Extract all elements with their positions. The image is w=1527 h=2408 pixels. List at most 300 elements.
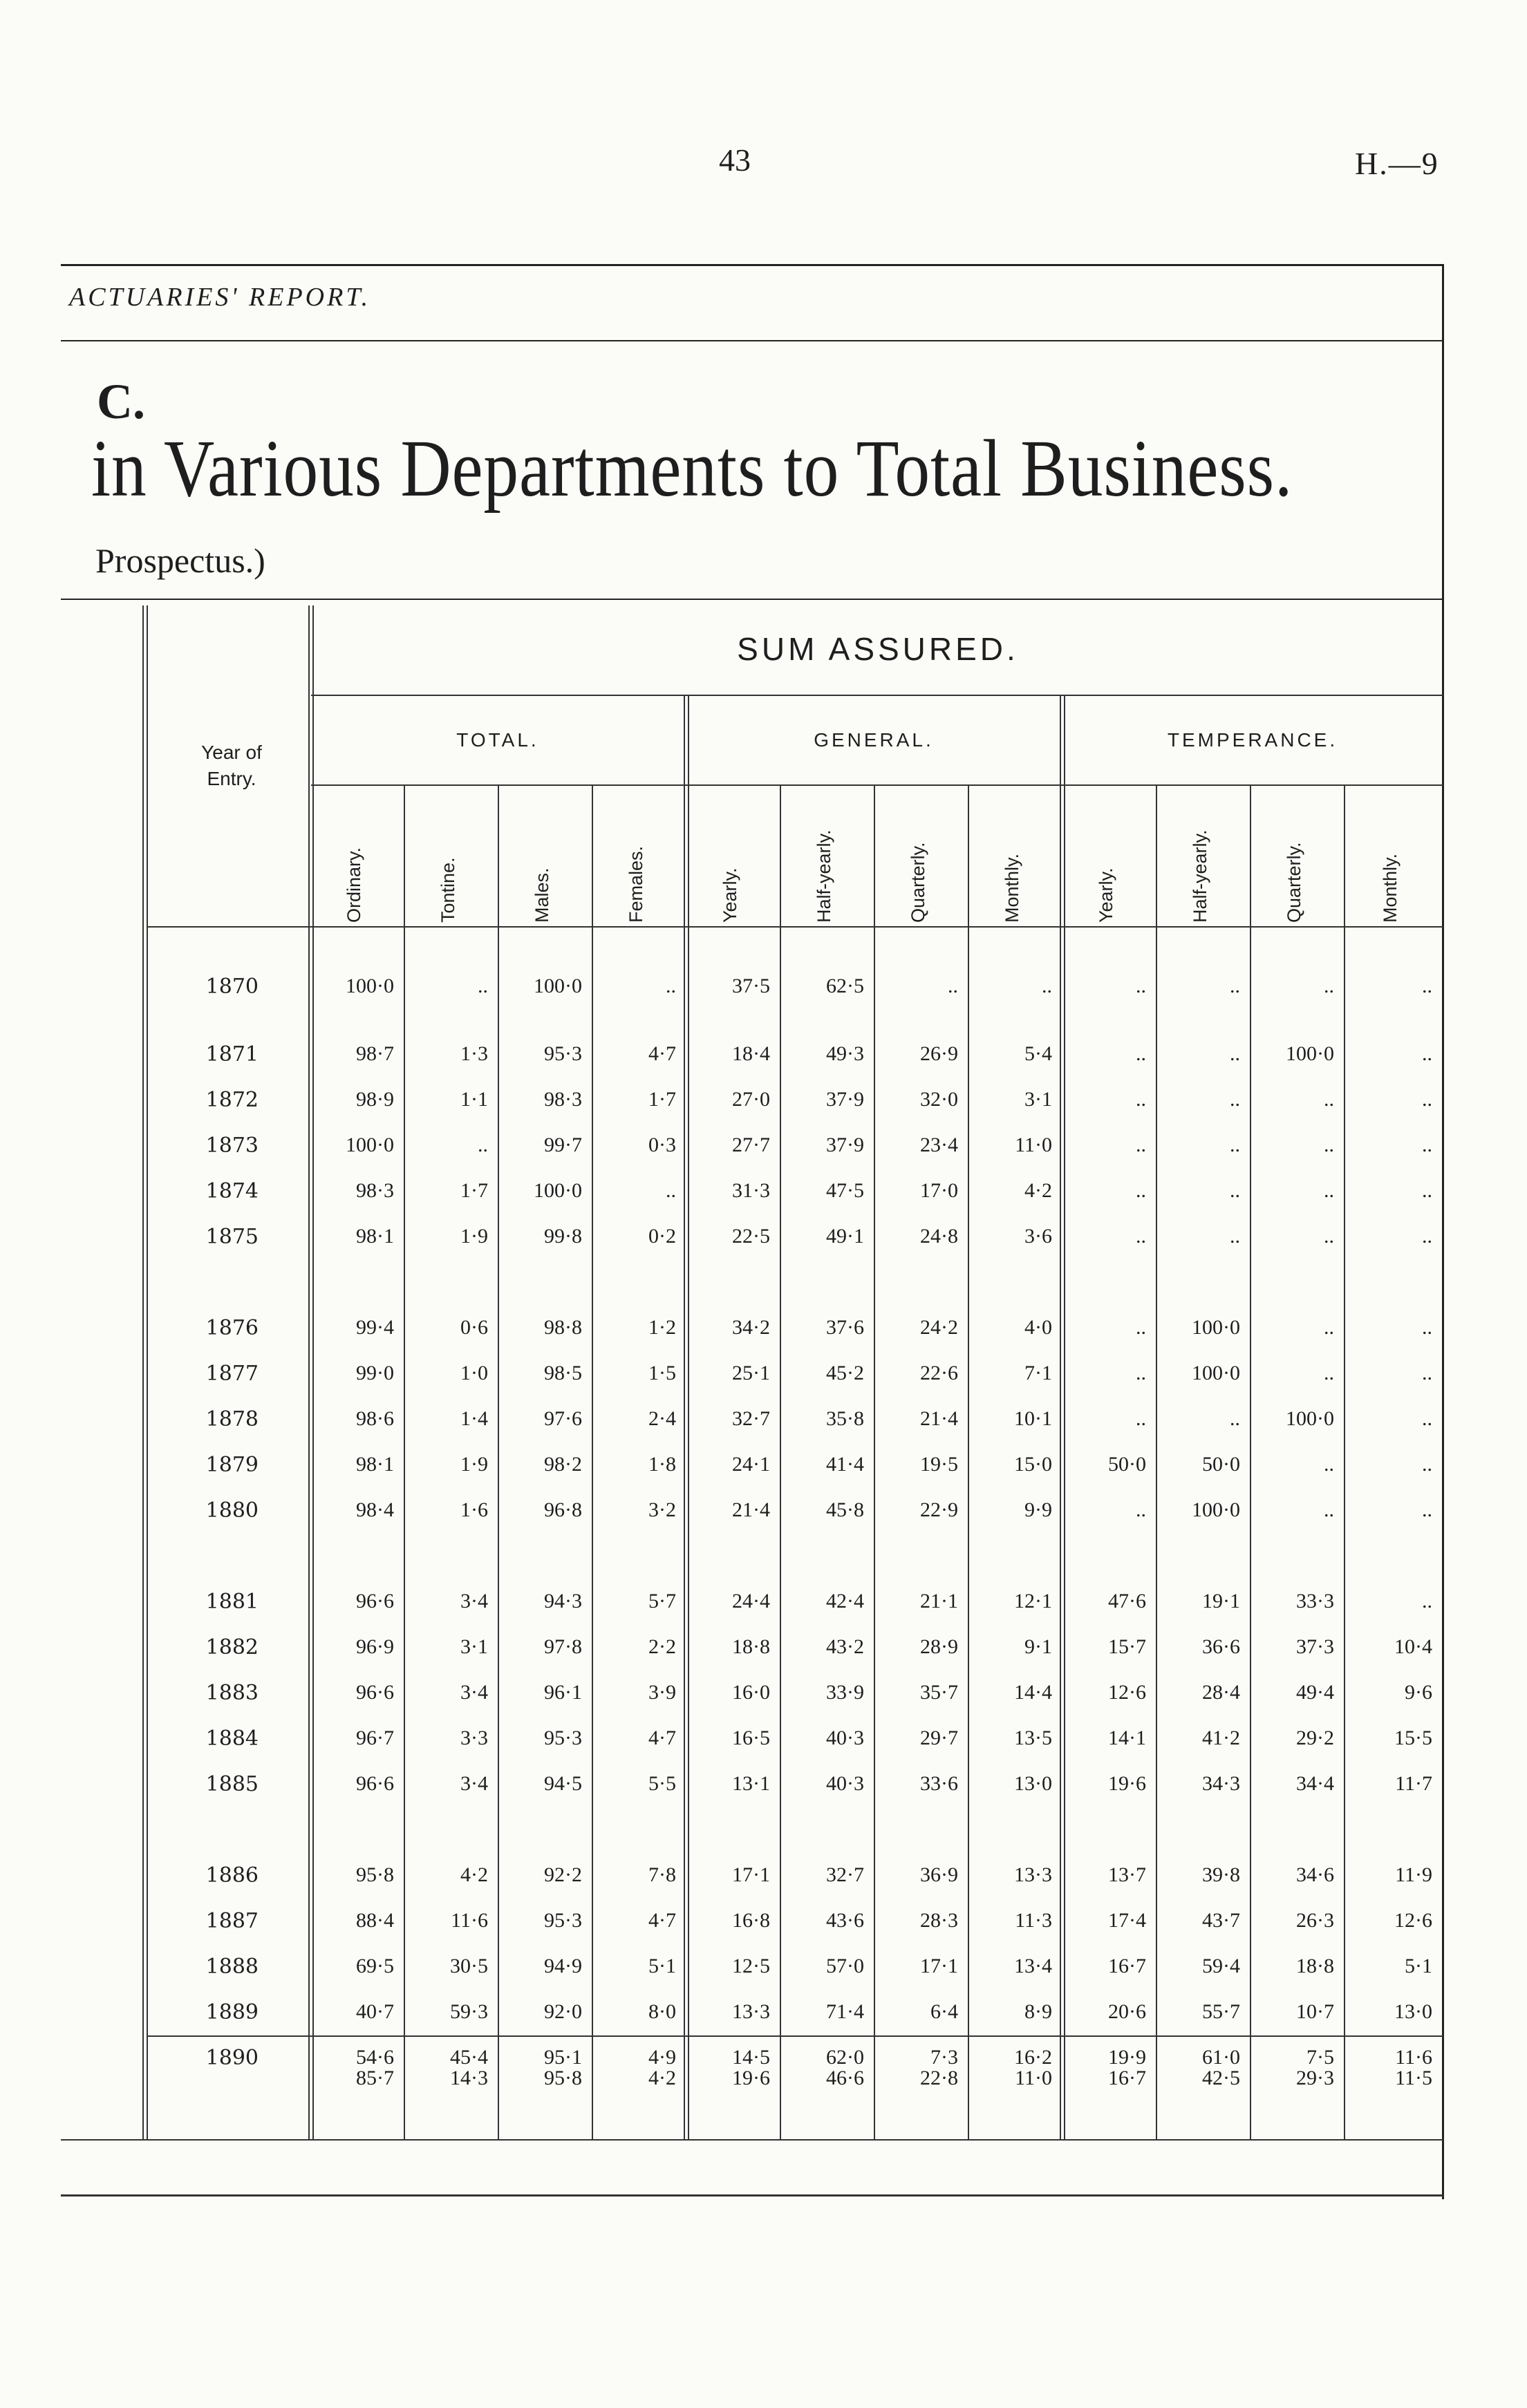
table-cell: 94·9 bbox=[544, 1955, 582, 1977]
table-cell: 98·7 bbox=[356, 1042, 394, 1065]
table-cell: 37·9 bbox=[826, 1134, 864, 1156]
table-cell: 1·9 bbox=[460, 1453, 488, 1476]
table-cell: 100·0 bbox=[346, 975, 394, 997]
table-cell: 98·1 bbox=[356, 1453, 394, 1476]
table-cell: 21·4 bbox=[732, 1498, 770, 1521]
table-cell: 12·1 bbox=[1014, 1590, 1052, 1612]
table-cell: 43·2 bbox=[826, 1635, 864, 1658]
table-cell: .. bbox=[1422, 1316, 1432, 1339]
table-cell: 15·5 bbox=[1394, 1727, 1432, 1749]
year-cell: 1878 bbox=[205, 1407, 259, 1431]
table-cell: 95·3 bbox=[544, 1042, 582, 1065]
table-cell: 33·6 bbox=[920, 1772, 958, 1795]
table-cell: 4·2 bbox=[1024, 1179, 1052, 1202]
table-cell: 3·4 bbox=[460, 1681, 488, 1704]
column-header-label: Half-yearly. bbox=[814, 829, 834, 923]
table-cell: 13·0 bbox=[1014, 1772, 1052, 1795]
table-cell: .. bbox=[1324, 1362, 1334, 1384]
table-cell: .. bbox=[1324, 1088, 1334, 1111]
table-cell: 18·8 bbox=[732, 1635, 770, 1658]
table-cell: 49·1 bbox=[826, 1225, 864, 1248]
table-cell: 99·8 bbox=[544, 1225, 582, 1248]
year-cell: 1887 bbox=[205, 1909, 259, 1933]
table-cell: .. bbox=[478, 1134, 488, 1156]
table-cell: 13·1 bbox=[732, 1772, 770, 1795]
table-cell: 96·9 bbox=[356, 1635, 394, 1658]
table-cell: 11·3 bbox=[1015, 1909, 1052, 1932]
table-cell: 45·8 bbox=[826, 1498, 864, 1521]
table-cell: 3·4 bbox=[460, 1590, 488, 1612]
total-cell: 11·0 bbox=[1015, 2067, 1052, 2089]
year-cell: 1888 bbox=[205, 1955, 259, 1979]
table-cell: 11·7 bbox=[1395, 1772, 1432, 1795]
year-cell: 1875 bbox=[205, 1225, 259, 1249]
table-cell: .. bbox=[1324, 1453, 1334, 1476]
table-cell: 21·4 bbox=[920, 1407, 958, 1430]
table-cell: .. bbox=[1324, 1134, 1334, 1156]
table-cell: 98·1 bbox=[356, 1225, 394, 1248]
column-header bbox=[430, 791, 471, 923]
column-rule bbox=[780, 784, 781, 2139]
column-header bbox=[900, 791, 942, 923]
table-cell: 7·8 bbox=[648, 1863, 676, 1886]
table-cell: 27·0 bbox=[732, 1088, 770, 1111]
table-cell: 99·7 bbox=[544, 1134, 582, 1156]
table-cell: 32·7 bbox=[826, 1863, 864, 1886]
table-cell: 1·4 bbox=[460, 1407, 488, 1430]
table-cell: 45·2 bbox=[826, 1362, 864, 1384]
table-cell: 4·7 bbox=[648, 1042, 676, 1065]
table-cell: 96·6 bbox=[356, 1590, 394, 1612]
table-cell: 88·4 bbox=[356, 1909, 394, 1932]
column-rule bbox=[312, 605, 314, 2139]
table-cell: 36·9 bbox=[920, 1863, 958, 1886]
table-cell: 23·4 bbox=[920, 1134, 958, 1156]
table-cell: 13·4 bbox=[1014, 1955, 1052, 1977]
table-cell: 96·8 bbox=[544, 1498, 582, 1521]
table-cell: .. bbox=[1136, 975, 1146, 997]
table-cell: 29·7 bbox=[920, 1727, 958, 1749]
group-header-total: TOTAL. bbox=[456, 729, 539, 751]
table-cell: 32·7 bbox=[732, 1407, 770, 1430]
table-cell: 7·3 bbox=[930, 2046, 958, 2069]
table-cell: 24·8 bbox=[920, 1225, 958, 1248]
table-cell: 42·4 bbox=[826, 1590, 864, 1612]
table-cell: 22·9 bbox=[920, 1498, 958, 1521]
table-cell: 37·3 bbox=[1296, 1635, 1334, 1658]
table-cell: .. bbox=[1136, 1362, 1146, 1384]
table-cell: 13·3 bbox=[732, 2000, 770, 2023]
year-cell: 1870 bbox=[205, 975, 259, 999]
table-letter: C. bbox=[97, 374, 145, 429]
table-cell: 94·3 bbox=[544, 1590, 582, 1612]
table-cell: 13·3 bbox=[1014, 1863, 1052, 1886]
table-cell: 1·9 bbox=[460, 1225, 488, 1248]
column-header-label: Tontine. bbox=[438, 857, 458, 923]
column-header bbox=[1372, 791, 1414, 923]
column-header-label: Males. bbox=[532, 867, 552, 923]
table-cell: 19·6 bbox=[1108, 1772, 1146, 1795]
table-cell: .. bbox=[1136, 1088, 1146, 1111]
column-header-label: Yearly. bbox=[720, 867, 740, 923]
table-cell: .. bbox=[1136, 1042, 1146, 1065]
table-cell: 99·4 bbox=[356, 1316, 394, 1339]
year-cell: 1882 bbox=[205, 1635, 259, 1659]
table-cell: 5·5 bbox=[648, 1772, 676, 1795]
table-cell: 40·3 bbox=[826, 1772, 864, 1795]
column-rule bbox=[142, 605, 144, 2139]
rule bbox=[61, 599, 1443, 600]
table-cell: 37·9 bbox=[826, 1088, 864, 1111]
table-cell: 7·5 bbox=[1306, 2046, 1334, 2069]
table-cell: 47·5 bbox=[826, 1179, 864, 1202]
table-cell: 98·2 bbox=[544, 1453, 582, 1476]
table-cell: 13·0 bbox=[1394, 2000, 1432, 2023]
column-rule bbox=[1064, 695, 1065, 2139]
table-cell: 3·9 bbox=[648, 1681, 676, 1704]
column-rule bbox=[684, 695, 685, 2139]
table-cell: 50·0 bbox=[1202, 1453, 1240, 1476]
table-cell: 18·8 bbox=[1296, 1955, 1334, 1977]
table-cell: .. bbox=[1230, 1407, 1240, 1430]
table-cell: .. bbox=[948, 975, 958, 997]
table-cell: .. bbox=[1230, 1179, 1240, 1202]
table-cell: 41·4 bbox=[826, 1453, 864, 1476]
table-cell: 49·4 bbox=[1296, 1681, 1334, 1704]
table-cell: 26·3 bbox=[1296, 1909, 1334, 1932]
table-cell: 15·7 bbox=[1108, 1635, 1146, 1658]
table-cell: 4·7 bbox=[648, 1727, 676, 1749]
table-cell: 55·7 bbox=[1202, 2000, 1240, 2023]
table-cell: 27·7 bbox=[732, 1134, 770, 1156]
table-cell: 11·9 bbox=[1395, 1863, 1432, 1886]
table-cell: 3·2 bbox=[648, 1498, 676, 1521]
table-cell: .. bbox=[1422, 1088, 1432, 1111]
table-cell: 14·1 bbox=[1108, 1727, 1146, 1749]
table-cell: 43·6 bbox=[826, 1909, 864, 1932]
table-cell: .. bbox=[1422, 1453, 1432, 1476]
table-cell: 21·1 bbox=[920, 1590, 958, 1612]
table-cell: 36·6 bbox=[1202, 1635, 1240, 1658]
table-cell: 5·1 bbox=[1405, 1955, 1432, 1977]
table-cell: 3·1 bbox=[460, 1635, 488, 1658]
table-cell: 40·7 bbox=[356, 2000, 394, 2023]
column-header-label: Monthly. bbox=[1380, 853, 1400, 923]
table-cell: 4·7 bbox=[648, 1909, 676, 1932]
column-header bbox=[712, 791, 753, 923]
table-cell: 1·8 bbox=[648, 1453, 676, 1476]
right-rule bbox=[1442, 264, 1444, 2199]
year-cell: 1890 bbox=[205, 2046, 259, 2070]
table-cell: .. bbox=[1324, 1498, 1334, 1521]
column-header-label: Yearly. bbox=[1096, 867, 1116, 923]
table-cell: 15·0 bbox=[1014, 1453, 1052, 1476]
table-cell: 5·1 bbox=[648, 1955, 676, 1977]
year-cell: 1885 bbox=[205, 1772, 259, 1796]
table-cell: 100·0 bbox=[534, 975, 582, 997]
total-cell: 95·8 bbox=[544, 2067, 582, 2089]
table-cell: 98·3 bbox=[544, 1088, 582, 1111]
table-cell: 1·2 bbox=[648, 1316, 676, 1339]
table-cell: .. bbox=[1136, 1179, 1146, 1202]
table-cell: 100·0 bbox=[534, 1179, 582, 1202]
table-cell: 41·2 bbox=[1202, 1727, 1240, 1749]
table-cell: 43·7 bbox=[1202, 1909, 1240, 1932]
table-cell: 2·4 bbox=[648, 1407, 676, 1430]
table-cell: 96·6 bbox=[356, 1772, 394, 1795]
table-cell: .. bbox=[1422, 1590, 1432, 1612]
column-header bbox=[1088, 791, 1130, 923]
row-rule bbox=[311, 695, 1443, 696]
column-header-label: Quarterly. bbox=[1284, 842, 1304, 923]
table-cell: 97·6 bbox=[544, 1407, 582, 1430]
table-cell: 11·6 bbox=[1395, 2046, 1432, 2069]
table-cell: 16·5 bbox=[732, 1727, 770, 1749]
rule bbox=[61, 340, 1443, 341]
table-cell: 100·0 bbox=[346, 1134, 394, 1156]
table-cell: 30·5 bbox=[450, 1955, 488, 1977]
table-cell: 8·9 bbox=[1024, 2000, 1052, 2023]
table-cell: 54·6 bbox=[356, 2046, 394, 2069]
table-cell: 24·4 bbox=[732, 1590, 770, 1612]
year-cell: 1871 bbox=[205, 1042, 259, 1066]
table-cell: 45·4 bbox=[450, 2046, 488, 2069]
row-rule bbox=[147, 926, 1443, 928]
page-number: 43 bbox=[719, 142, 751, 178]
table-cell: .. bbox=[1136, 1134, 1146, 1156]
table-cell: 33·3 bbox=[1296, 1590, 1334, 1612]
year-cell: 1872 bbox=[205, 1088, 259, 1112]
column-header bbox=[1276, 791, 1318, 923]
column-header bbox=[618, 791, 659, 923]
table-cell: 98·4 bbox=[356, 1498, 394, 1521]
table-cell: 17·1 bbox=[920, 1955, 958, 1977]
table-cell: .. bbox=[1422, 1498, 1432, 1521]
table-cell: 1·7 bbox=[460, 1179, 488, 1202]
table-cell: 95·8 bbox=[356, 1863, 394, 1886]
total-cell: 29·3 bbox=[1296, 2067, 1334, 2089]
table-cell: .. bbox=[1136, 1407, 1146, 1430]
year-cell: 1876 bbox=[205, 1316, 259, 1340]
table-cell: 98·8 bbox=[544, 1316, 582, 1339]
table-cell: 37·5 bbox=[732, 975, 770, 997]
table-cell: 35·8 bbox=[826, 1407, 864, 1430]
table-cell: 99·0 bbox=[356, 1362, 394, 1384]
table-cell: 9·6 bbox=[1405, 1681, 1432, 1704]
table-cell: 96·6 bbox=[356, 1681, 394, 1704]
column-rule bbox=[1344, 784, 1345, 2139]
top-rule bbox=[61, 264, 1443, 266]
row-rule bbox=[147, 2035, 1443, 2037]
year-cell: 1874 bbox=[205, 1179, 259, 1203]
column-rule bbox=[1156, 784, 1157, 2139]
total-cell: 14·3 bbox=[450, 2067, 488, 2089]
table-cell: .. bbox=[1230, 1225, 1240, 1248]
table-cell: 100·0 bbox=[1286, 1407, 1334, 1430]
year-of-entry-header bbox=[152, 740, 311, 792]
table-cell: .. bbox=[1324, 1225, 1334, 1248]
table-cell: 19·1 bbox=[1202, 1590, 1240, 1612]
table-cell: 61·0 bbox=[1202, 2046, 1240, 2069]
column-header bbox=[524, 791, 565, 923]
year-cell: 1881 bbox=[205, 1590, 259, 1614]
table-cell: 28·4 bbox=[1202, 1681, 1240, 1704]
table-cell: 4·0 bbox=[1024, 1316, 1052, 1339]
table-cell: 33·9 bbox=[826, 1681, 864, 1704]
table-cell: 95·1 bbox=[544, 2046, 582, 2069]
table-cell: 9·1 bbox=[1024, 1635, 1052, 1658]
row-rule bbox=[311, 784, 1443, 786]
year-of-entry-line: Year of bbox=[201, 742, 262, 763]
column-rule bbox=[404, 784, 405, 2139]
table-cell: 71·4 bbox=[826, 2000, 864, 2023]
table-cell: 12·6 bbox=[1108, 1681, 1146, 1704]
subtitle: Prospectus.) bbox=[95, 541, 265, 580]
table-cell: .. bbox=[1230, 1042, 1240, 1065]
total-cell: 85·7 bbox=[356, 2067, 394, 2089]
table-cell: .. bbox=[1136, 1225, 1146, 1248]
table-cell: 5·4 bbox=[1024, 1042, 1052, 1065]
table-cell: .. bbox=[1422, 1179, 1432, 1202]
table-cell: 1·1 bbox=[460, 1088, 488, 1111]
column-header bbox=[1182, 791, 1224, 923]
table-cell: 13·5 bbox=[1014, 1727, 1052, 1749]
column-header bbox=[336, 791, 377, 923]
total-cell: 19·6 bbox=[732, 2067, 770, 2089]
table-cell: 32·0 bbox=[920, 1088, 958, 1111]
table-cell: 29·2 bbox=[1296, 1727, 1334, 1749]
table-cell: 13·7 bbox=[1108, 1863, 1146, 1886]
table-cell: 35·7 bbox=[920, 1681, 958, 1704]
column-header bbox=[806, 791, 847, 923]
table-cell: 14·5 bbox=[732, 2046, 770, 2069]
table-cell: .. bbox=[666, 1179, 676, 1202]
table-cell: 57·0 bbox=[826, 1955, 864, 1977]
group-header-temperance: TEMPERANCE. bbox=[1167, 729, 1338, 751]
table-cell: 47·6 bbox=[1108, 1590, 1146, 1612]
column-rule bbox=[1060, 695, 1061, 2139]
table-cell: 49·3 bbox=[826, 1042, 864, 1065]
row-rule bbox=[61, 2194, 1443, 2197]
table-cell: .. bbox=[1324, 975, 1334, 997]
year-cell: 1873 bbox=[205, 1134, 259, 1158]
table-cell: 100·0 bbox=[1192, 1316, 1240, 1339]
table-cell: 96·1 bbox=[544, 1681, 582, 1704]
table-cell: 1·7 bbox=[648, 1088, 676, 1111]
year-cell: 1877 bbox=[205, 1362, 259, 1386]
total-cell: 22·8 bbox=[920, 2067, 958, 2089]
year-cell: 1880 bbox=[205, 1498, 259, 1523]
column-rule bbox=[874, 784, 875, 2139]
table-cell: 2·2 bbox=[648, 1635, 676, 1658]
table-cell: .. bbox=[1324, 1179, 1334, 1202]
table-cell: 24·1 bbox=[732, 1453, 770, 1476]
table-cell: 18·4 bbox=[732, 1042, 770, 1065]
table-cell: .. bbox=[478, 975, 488, 997]
table-cell: 97·8 bbox=[544, 1635, 582, 1658]
table-cell: 22·5 bbox=[732, 1225, 770, 1248]
table-cell: 11·6 bbox=[451, 1909, 488, 1932]
table-cell: 20·6 bbox=[1108, 2000, 1146, 2023]
table-cell: 19·9 bbox=[1108, 2046, 1146, 2069]
table-cell: 1·5 bbox=[648, 1362, 676, 1384]
table-cell: .. bbox=[1324, 1316, 1334, 1339]
table-cell: 3·4 bbox=[460, 1772, 488, 1795]
table-cell: 0·2 bbox=[648, 1225, 676, 1248]
table-cell: 1·6 bbox=[460, 1498, 488, 1521]
table-cell: 100·0 bbox=[1192, 1362, 1240, 1384]
column-rule bbox=[147, 605, 148, 2139]
table-cell: 4·2 bbox=[460, 1863, 488, 1886]
column-header-label: Monthly. bbox=[1002, 853, 1022, 923]
table-cell: 92·2 bbox=[544, 1863, 582, 1886]
table-cell: 16·7 bbox=[1108, 1955, 1146, 1977]
table-cell: 34·6 bbox=[1296, 1863, 1334, 1886]
table-cell: 10·4 bbox=[1394, 1635, 1432, 1658]
table-cell: 3·6 bbox=[1024, 1225, 1052, 1248]
table-cell: .. bbox=[1136, 1316, 1146, 1339]
table-cell: 92·0 bbox=[544, 2000, 582, 2023]
table-cell: .. bbox=[1042, 975, 1052, 997]
table-cell: 100·0 bbox=[1192, 1498, 1240, 1521]
total-cell: 11·5 bbox=[1395, 2067, 1432, 2089]
sum-assured-header: SUM ASSURED. bbox=[737, 631, 1019, 667]
table-cell: 50·0 bbox=[1108, 1453, 1146, 1476]
column-header-label: Half-yearly. bbox=[1190, 829, 1210, 923]
table-cell: 37·6 bbox=[826, 1316, 864, 1339]
table-cell: 10·7 bbox=[1296, 2000, 1334, 2023]
table-cell: 12·6 bbox=[1394, 1909, 1432, 1932]
table-cell: .. bbox=[1230, 1088, 1240, 1111]
table-cell: 98·3 bbox=[356, 1179, 394, 1202]
table-cell: 31·3 bbox=[732, 1179, 770, 1202]
row-rule bbox=[61, 2139, 1443, 2141]
year-cell: 1886 bbox=[205, 1863, 259, 1888]
table-cell: 28·9 bbox=[920, 1635, 958, 1658]
table-cell: 62·0 bbox=[826, 2046, 864, 2069]
table-cell: .. bbox=[1422, 1042, 1432, 1065]
table-cell: 25·1 bbox=[732, 1362, 770, 1384]
table-cell: 59·3 bbox=[450, 2000, 488, 2023]
table-cell: 16·0 bbox=[732, 1681, 770, 1704]
table-cell: .. bbox=[1422, 975, 1432, 997]
table-cell: .. bbox=[1422, 1407, 1432, 1430]
table-cell: .. bbox=[1422, 1362, 1432, 1384]
table-cell: 11·0 bbox=[1015, 1134, 1052, 1156]
table-cell: 26·9 bbox=[920, 1042, 958, 1065]
total-cell: 46·6 bbox=[826, 2067, 864, 2089]
table-cell: 5·7 bbox=[648, 1590, 676, 1612]
table-cell: 10·1 bbox=[1014, 1407, 1052, 1430]
table-cell: 39·8 bbox=[1202, 1863, 1240, 1886]
table-cell: 12·5 bbox=[732, 1955, 770, 1977]
page-code: H.—9 bbox=[1355, 146, 1439, 181]
table-cell: 98·6 bbox=[356, 1407, 394, 1430]
table-cell: 1·0 bbox=[460, 1362, 488, 1384]
table-cell: 9·9 bbox=[1024, 1498, 1052, 1521]
table-cell: 16·2 bbox=[1014, 2046, 1052, 2069]
year-cell: 1889 bbox=[205, 2000, 259, 2024]
total-cell: 42·5 bbox=[1202, 2067, 1240, 2089]
table-cell: 8·0 bbox=[648, 2000, 676, 2023]
table-cell: 34·4 bbox=[1296, 1772, 1334, 1795]
year-cell: 1884 bbox=[205, 1727, 259, 1751]
table-cell: 69·5 bbox=[356, 1955, 394, 1977]
table-cell: 19·5 bbox=[920, 1453, 958, 1476]
table-cell: 17·0 bbox=[920, 1179, 958, 1202]
table-cell: 24·2 bbox=[920, 1316, 958, 1339]
table-cell: 95·3 bbox=[544, 1727, 582, 1749]
